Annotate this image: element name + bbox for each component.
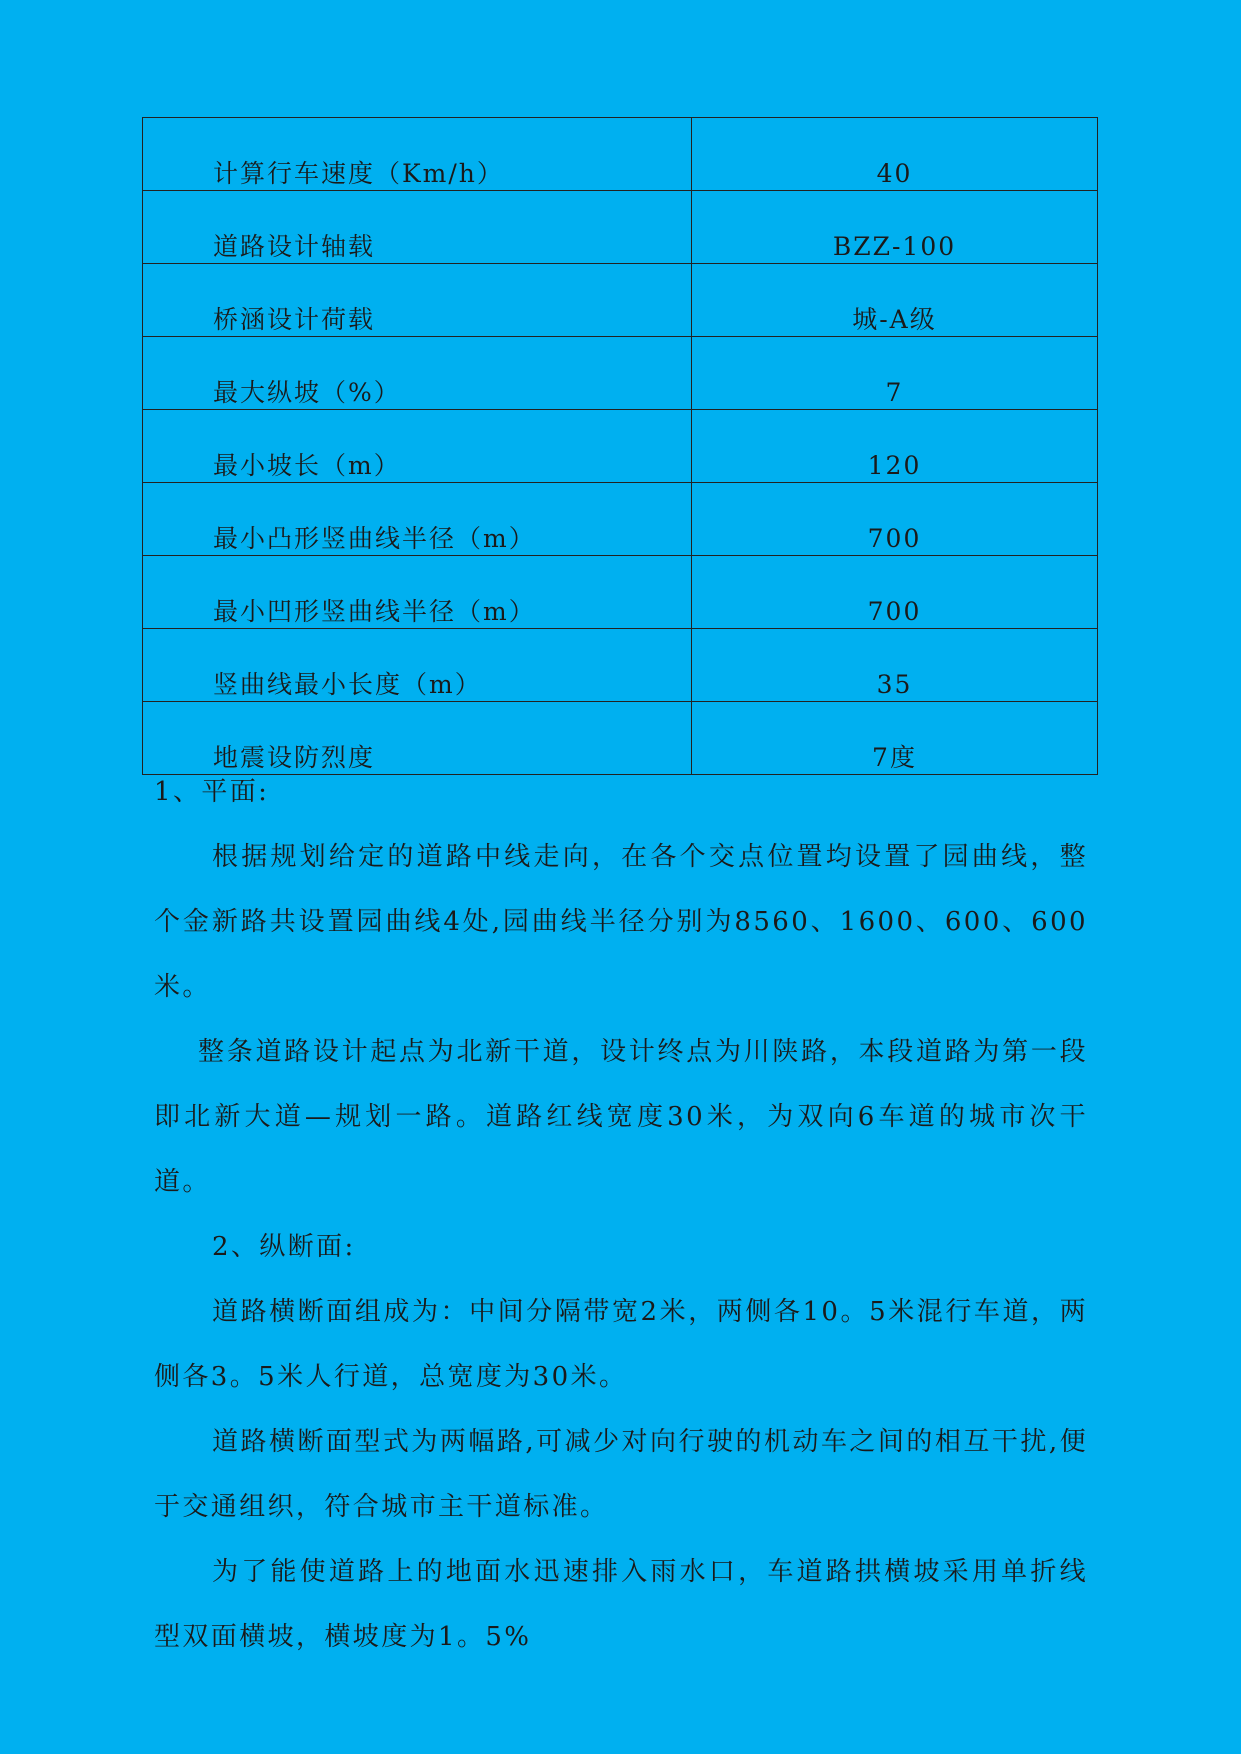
table-row	[143, 556, 1098, 629]
param-cell: 最小坡长（m）	[143, 410, 692, 483]
plane-heading: 1、平面:	[154, 777, 270, 807]
table-row	[143, 483, 1098, 556]
value-cell: 7	[692, 337, 1098, 410]
param-cell: 地震设防烈度	[143, 702, 692, 775]
param-cell: 计算行车速度（Km/h）	[143, 118, 692, 191]
paragraph: 为了能使道路上的地面水迅速排入雨水口，车道路拱横坡采用单折线型双面横坡，横坡度为1。5%	[154, 1557, 1088, 1652]
table-row	[143, 629, 1098, 702]
paragraph: 整条道路设计起点为北新干道，设计终点为川陕路，本段道路为第一段即北新大道—规划一路。道路红线宽度30米，为双向6车道的城市次干道。	[154, 1037, 1088, 1197]
param-cell: 最小凸形竖曲线半径（m）	[143, 483, 692, 556]
value-cell: 120	[692, 410, 1098, 483]
paragraph: 道路横断面组成为：中间分隔带宽2米，两侧各10。5米混行车道，两侧各3。5米人行道，总宽度为30米。	[154, 1297, 1088, 1392]
param-cell: 最大纵坡（%）	[143, 337, 692, 410]
value-cell: 700	[692, 483, 1098, 556]
table-row	[143, 410, 1098, 483]
value-cell: 7度	[692, 702, 1098, 775]
param-cell: 竖曲线最小长度（m）	[143, 629, 692, 702]
table-row	[143, 264, 1098, 337]
param-cell: 最小凹形竖曲线半径（m）	[143, 556, 692, 629]
design-parameters-table	[142, 117, 1098, 775]
param-cell: 道路设计轴载	[143, 191, 692, 264]
table-row	[143, 337, 1098, 410]
value-cell: 40	[692, 118, 1098, 191]
document-body	[154, 760, 1088, 1670]
profile-heading: 2、纵断面:	[212, 1232, 356, 1262]
value-cell: 700	[692, 556, 1098, 629]
table-row	[143, 191, 1098, 264]
param-cell: 桥涵设计荷载	[143, 264, 692, 337]
value-cell: 35	[692, 629, 1098, 702]
paragraph: 道路横断面型式为两幅路,可减少对向行驶的机动车之间的相互干扰,便于交通组织，符合城市主干道标准。	[154, 1427, 1088, 1522]
value-cell: BZZ-100	[692, 191, 1098, 264]
value-cell: 城-A级	[692, 264, 1098, 337]
paragraph: 根据规划给定的道路中线走向，在各个交点位置均设置了园曲线，整个金新路共设置园曲线4处,园曲线半径分别为8560、1600、600、600米。	[154, 842, 1088, 1002]
table-row	[143, 118, 1098, 191]
